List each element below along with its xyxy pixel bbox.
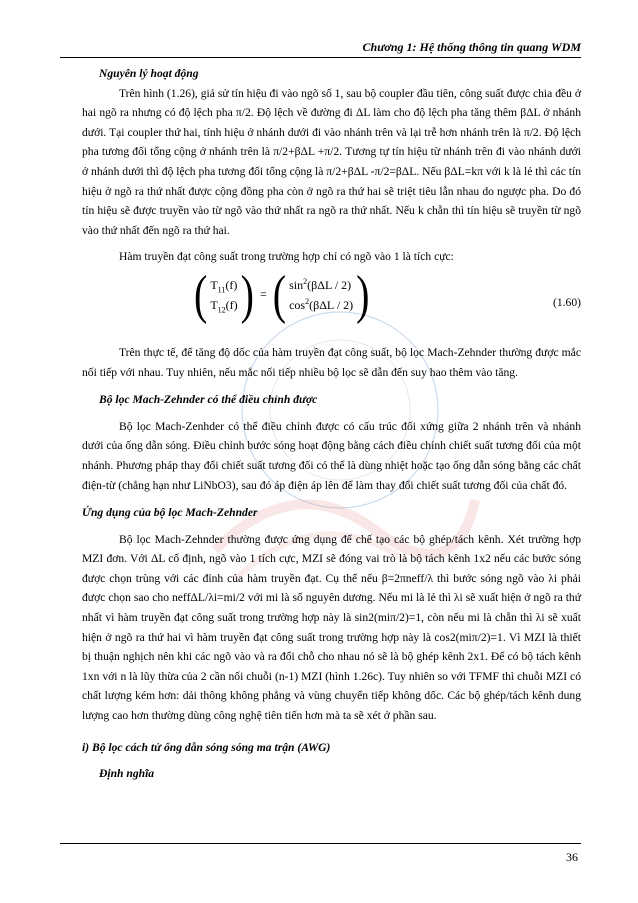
left-paren-rhs: ( (272, 263, 287, 325)
principle-paragraph: Trên hình (1.26), giả sử tín hiệu đi vào ngõ số 1, sau bộ coupler đầu tiên, công suất được chia đều ở hai ngõ ra nhưng có độ lệch pha π/2. Độ lệch về đường đi ΔL làm cho độ lệch pha tăng thêm βΔL ở nhánh dưới. Tại coupler thứ hai, tính hiệu ở nhánh dưới đi vào nhánh trên và lại trễ hơn nhánh trên là π/2. Độ lệch pha tương đối tổng cộng ở nhánh trên là π/2+βΔL +π/2. Tương tự tín hiệu từ nhánh trên đi vào nhánh dưới ở nhánh dưới thì độ lệch pha tương đối tổng cộng là π/2+βΔL -π/2=βΔL. Nếu βΔL=kπ với k là lẻ thì các tín hiệu ở ngõ ra thứ nhất được cộng đồng pha còn ở ngõ ra thứ hai sẽ triệt tiêu lẫn nhau do ngược pha. Do đó tín hiệu sẽ được truyền vào từ ngõ vào thứ nhất ra ngõ ra thứ nhất. Nếu k chẵn thì tín hiệu sẽ truyền từ ngõ vào thứ nhất đến ngõ ra thứ hai. (82, 86, 581, 237)
rhs-column (286, 275, 356, 315)
matrix-equation (194, 263, 370, 325)
lhs-row-2: $T_{12}(f)$ (210, 297, 238, 315)
transfer-intro: Hàm truyền đạt công suất trong trường hợp chỉ có ngõ vào 1 là tích cực: (119, 250, 454, 264)
definition-heading: Định nghĩa (99, 767, 155, 781)
right-paren-rhs: ) (356, 263, 370, 325)
rhs-row-1: $\sin^2(\beta\Delta L / 2)$ (289, 276, 352, 292)
chapter-header: Chương 1: Hệ thống thông tin quang WDM (362, 40, 581, 54)
page-content (82, 64, 581, 784)
application-heading: Ứng dụng của bộ lọc Mach-Zehnder (82, 506, 258, 520)
principle-heading: Nguyên lý hoạt động (99, 67, 199, 80)
lhs-column (207, 275, 240, 315)
equation-number: (1.60) (552, 295, 581, 309)
equals-sign: = (260, 287, 267, 302)
awg-heading: i) Bộ lọc cách tử ống dẫn sóng sóng ma trận (AWG) (82, 740, 331, 754)
rhs-row-2: $\cos^2(\beta\Delta L / 2)$ (289, 296, 354, 312)
cascade-paragraph: Trên thực tế, để tăng độ dốc của hàm truyền đạt công suất, bộ lọc Mach-Zehnder thường được mắc nối tiếp với nhau. Tuy nhiên, nếu mắc nối tiếp nhiều bộ lọc sẽ dẫn đến suy hao thêm vào tăng. (82, 345, 581, 379)
application-paragraph: Bộ lọc Mach-Zehnder thường được ứng dụng để chế tạo các bộ ghép/tách kênh. Xét trường hợp MZI đơn. Với ΔL cố định, ngõ vào 1 tích cực, MZI sẽ đóng vai trò là bộ tách kênh 1x2 nếu các bước sóng được chọn trùng với các đỉnh của hàm truyền đạt. Cụ thể nếu β=2πneff/λ thì bước sóng ngõ vào λi phải được chọn sao cho neffΔL/λi=mi/2 với mi là số nguyên dương. Nếu mi là lẻ thì λi sẽ xuất hiện ở ngõ ra thứ nhất vì hàm truyền đạt công suất trong trường hợp này là sin2(miπ/2)=1, còn nếu mi là chẵn thì λi sẽ xuất hiện ở ngõ ra thứ hai vì hàm truyền đạt công suất trong trường hợp này là cos2(miπ/2)=1. Vì MZI là thiết bị thuận nghịch nên khi các ngõ vào và ra đổi chỗ cho nhau nó sẽ là bộ ghép kênh 2x1. Để có bộ tách kênh 1xn với n là lũy thừa của 2 cần nối chuỗi (n-1) MZI (hình 1.26c). Tuy nhiên so với TFMF thì chuỗi MZI có chất lượng kém hơn: dải thông không phẳng và vùng chuyển tiếp không dốc. Các bộ ghép/tách kênh dung lượng cao hơn thường dùng công nghệ tiên tiến hơn mà ta sẽ xét ở phần sau. (82, 532, 581, 723)
left-paren: ( (194, 263, 208, 325)
page-number: 36 (566, 850, 578, 864)
equation-1-60 (82, 263, 581, 339)
footer-rule (60, 843, 581, 844)
right-paren: ) (240, 263, 254, 325)
lhs-row-1: $T_{11}(f)$ (210, 277, 238, 295)
header-rule (60, 57, 581, 58)
tunable-heading: Bộ lọc Mach-Zehnder có thể điều chỉnh được (99, 393, 318, 407)
tunable-paragraph: Bộ lọc Mach-Zenhder có thể điều chỉnh được có cấu trúc đối xứng giữa 2 nhánh trên và nhánh dưới của ống dẫn sóng. Điều chỉnh bước sóng hoạt động bằng cách điều chỉnh chiết suất tương đối của một nhánh. Phương pháp thay đổi chiết suất tương đối có thể là dùng nhiệt hoặc tạo ống dẫn sóng bằng các chất điện-từ (chẳng hạn như LiNbO3), sau đó áp điện áp lên để làm thay đổi chiết suất tương đối của chất đó. (82, 419, 581, 492)
